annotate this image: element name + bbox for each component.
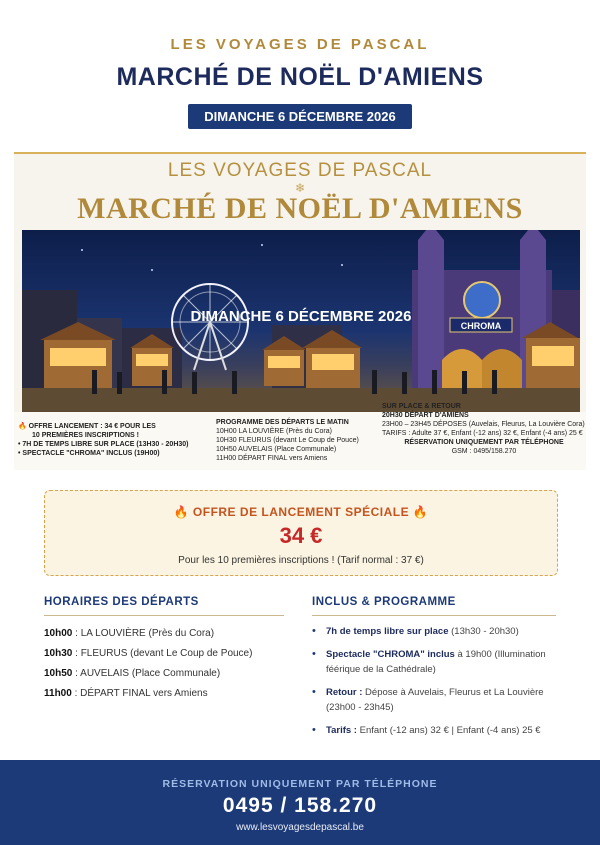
included-item-text: Dépose à Auvelais, Fleurus et La Louvière (23h00 - 23h45)	[326, 687, 544, 713]
departures-heading: HORAIRES DES DÉPARTS	[44, 596, 284, 616]
footer	[0, 760, 600, 845]
page-title: MARCHÉ DE NOËL D'AMIENS	[116, 63, 484, 91]
poster-offer-line: 🔥 OFFRE LANCEMENT : 34 € POUR LES	[18, 423, 156, 430]
offer-subtitle: Pour les 10 premières inscriptions ! (Tarif normal : 37 €)	[178, 555, 424, 566]
departure-time: 10h00	[44, 628, 73, 639]
event-poster	[14, 152, 586, 470]
cathedral-sign: CHROMA	[460, 321, 502, 331]
poster-return-line: GSM : 0495/158.270	[451, 448, 517, 455]
poster-offer-line: • SPECTACLE "CHROMA" INCLUS (19H00)	[18, 450, 160, 457]
phone-number[interactable]: 0495 / 158.270	[222, 794, 378, 817]
poster-date: DIMANCHE 6 DÉCEMBRE 2026	[190, 308, 412, 325]
poster-offer-column	[18, 422, 198, 458]
poster-brand: LES VOYAGES DE PASCAL	[167, 160, 433, 181]
brand-name: LES VOYAGES DE PASCAL	[170, 36, 430, 53]
included-item-label: Spectacle "CHROMA" inclus	[326, 649, 455, 660]
included-item-text: (13h30 - 20h30)	[448, 626, 519, 637]
poster-return-line: 20H30 DÉPART D'AMIENS	[382, 412, 469, 419]
poster-offer-line: • 7H DE TEMPS LIBRE SUR PLACE (13H30 - 20H30)	[18, 441, 189, 448]
ferris-wheel	[172, 284, 248, 370]
offer-title: 🔥 OFFRE DE LANCEMENT SPÉCIALE 🔥	[173, 505, 429, 519]
poster-departures-column	[216, 418, 376, 463]
website-link[interactable]: www.lesvoyagesdepascal.be	[236, 822, 364, 833]
departure-time: 10h30	[44, 648, 73, 659]
included-item	[312, 723, 556, 738]
departure-place: : LA LOUVIÈRE (Près du Cora)	[72, 628, 215, 639]
snowflake-icon: ❄	[294, 181, 306, 195]
poster-return-line: 23H00 – 23H45 DÉPOSES (Auvelais, Fleurus, La Louvière Cora)	[382, 421, 585, 428]
date-badge: DIMANCHE 6 DÉCEMBRE 2026	[188, 104, 411, 129]
poster-departures-line: PROGRAMME DES DÉPARTS LE MATIN	[216, 419, 349, 426]
special-offer-box	[44, 490, 558, 576]
included-item-label: Tarifs :	[326, 725, 357, 736]
poster-offer-line: 10 PREMIÈRES INSCRIPTIONS !	[32, 432, 139, 439]
included-item-text: à 19h00 (Illumination féérique de la Cathédrale)	[326, 649, 546, 675]
poster-title: MARCHÉ DE NOËL D'AMIENS	[77, 192, 523, 225]
poster-departures-line: 10H50 AUVELAIS (Place Communale)	[216, 446, 337, 453]
poster-departures-line: 11H00 DÉPART FINAL vers Amiens	[216, 455, 328, 462]
departure-time: 11h00	[44, 688, 72, 699]
departure-row	[44, 648, 284, 659]
departure-time: 10h50	[44, 668, 73, 679]
included-item	[312, 624, 556, 639]
poster-departures-line: 10H00 LA LOUVIÈRE (Près du Cora)	[216, 428, 332, 435]
poster-return-line: RÉSERVATION UNIQUEMENT PAR TÉLÉPHONE	[404, 439, 564, 446]
included-item-text: Enfant (-12 ans) 32 € | Enfant (-4 ans) 25 €	[356, 725, 541, 736]
christmas-market-photo	[22, 230, 580, 412]
offer-price: 34 €	[279, 523, 323, 548]
included-item	[312, 685, 556, 715]
departure-row	[44, 688, 284, 699]
included-item-label: 7h de temps libre sur place	[326, 626, 449, 637]
poster-info-strip	[14, 403, 586, 470]
departure-place: : FLEURUS (devant Le Coup de Pouce)	[72, 648, 253, 659]
reservation-label: RÉSERVATION UNIQUEMENT PAR TÉLÉPHONE	[162, 778, 438, 790]
poster-return-line: TARIFS : Adulte 37 €, Enfant (-12 ans) 32 €, Enfant (-4 ans) 25 €	[382, 430, 583, 437]
included-heading: INCLUS & PROGRAMME	[312, 596, 556, 616]
included-section	[312, 596, 556, 738]
departure-row	[44, 628, 284, 639]
departure-place: : AUVELAIS (Place Communale)	[72, 668, 221, 679]
departure-place: : DÉPART FINAL vers Amiens	[71, 688, 208, 699]
poster-return-line: SUR PLACE & RETOUR	[382, 403, 461, 410]
departures-section	[44, 596, 284, 699]
included-item-label: Retour :	[326, 687, 363, 698]
poster-return-column	[382, 402, 586, 456]
poster-departures-line: 10H30 FLEURUS (devant Le Coup de Pouce)	[216, 437, 359, 444]
included-item	[312, 647, 556, 677]
header	[0, 0, 600, 129]
departure-row	[44, 668, 284, 679]
